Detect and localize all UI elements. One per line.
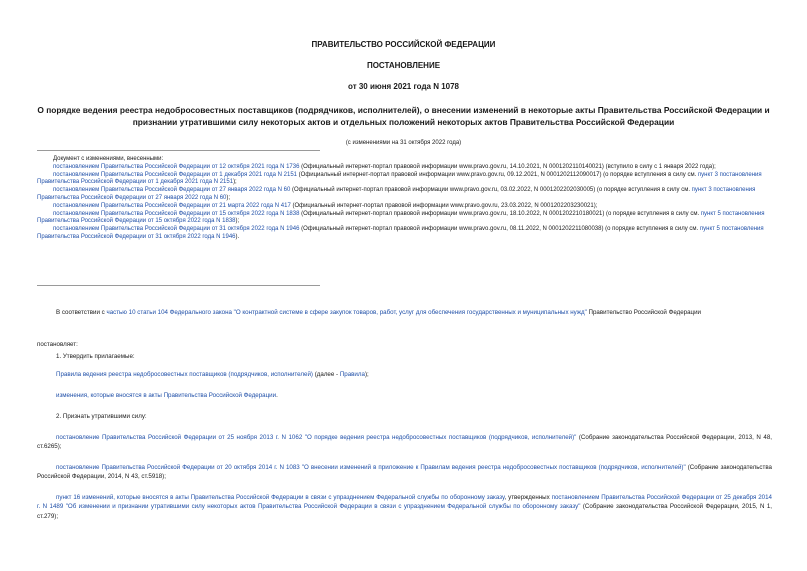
law-link[interactable]: частью 10 статьи 104 Федерального закона "О контрактной системе в сфере закупок товаров, работ, услуг для обеспечения государственных и муниципальных нужд" <box>106 309 587 316</box>
changes-list <box>37 156 772 242</box>
clause-1-amendments: изменения, которые вносятся в акты Правительства Российской Федерации. <box>56 392 278 399</box>
change-link[interactable]: постановлением Правительства Российской Федерации от 1 декабря 2021 года N 2151 <box>53 171 297 178</box>
clause-2-item: постановление Правительства Российской Федерации от 25 ноября 2013 г. N 1062 "О порядке ведения реестра недобросовестных поставщиков (подрядчиков, исполнителей)" (Собрание законодательства Российской Федерации, 2013, N 48, ст.6265); <box>37 434 772 451</box>
effective-link[interactable]: пункт 3 постановления Правительства Российской Федерации от 27 января 2022 года N 60 <box>37 187 756 201</box>
effective-link[interactable]: пункт 3 постановления Правительства Российской Федерации от 1 декабря 2021 года N 2151 <box>37 171 762 186</box>
clause-1-rules: Правила ведения реестра недобросовестных поставщиков (подрядчиков, исполнителей) (далее - Правила); <box>56 371 369 378</box>
clause-2-item: постановление Правительства Российской Федерации от 20 октября 2014 г. N 1083 "О внесении изменений в приложение к Правилам ведения реестра недобросовестных поставщиков (подрядчиков, исполнителей)" (Собрание законодательства Российской Федерации, 2014, N 43, ст.5918); <box>37 464 773 481</box>
rules-link[interactable]: Правила ведения реестра недобросовестных поставщиков (подрядчиков, исполнителей) <box>56 371 313 378</box>
change-link[interactable]: постановлением Правительства Российской Федерации от 27 января 2022 года N 60 <box>53 187 291 194</box>
change-link[interactable]: постановлением Правительства Российской Федерации от 31 октября 2022 года N 1946 <box>53 226 300 233</box>
document-type: ПОСТАНОВЛЕНИЕ <box>366 61 441 70</box>
amendments-link[interactable]: изменения, которые вносятся в акты Правительства Российской Федерации <box>56 392 277 399</box>
approving-decree-link[interactable]: постановлением Правительства Российской Федерации от 25 декабря 2014 г. N 1489 "Об изменении и признании утратившими силу некоторых актов Правительства Российской Федерации в связи с упразднением Федеральной службы по оборонному заказу" <box>37 494 772 511</box>
list-item: постановлением Правительства Российской Федерации от 21 марта 2022 года N 417 (Официальный интернет-портал правовой информации www.pravo.gov.ru, 23.03.2022, N 0001202203230021); <box>53 202 598 209</box>
preamble: В соответствии с частью 10 статьи 104 Федерального закона "О контрактной системе в сфере закупок товаров, работ, услуг для обеспечения государственных и муниципальных нужд" Правительство Российской Федерации <box>56 309 702 316</box>
rules-short-link[interactable]: Правила <box>339 371 365 378</box>
clause-2: 2. Признать утратившими силу: <box>56 413 147 420</box>
divider-bottom <box>37 285 320 286</box>
decrees-word: постановляет: <box>37 341 78 348</box>
change-link[interactable]: постановлением Правительства Российской Федерации от 15 октября 2022 года N 1838 <box>53 210 300 217</box>
repealed-link[interactable]: пункт 16 изменений, которые вносятся в акты Правительства Российской Федерации в связи с упразднением Федеральной службы по оборонному заказу <box>56 494 505 501</box>
clause-2-item: пункт 16 изменений, которые вносятся в акты Правительства Российской Федерации в связи с упразднением Федеральной службы по оборонному заказу, утвержденных постановлением Правительства Российской Федерации от 25 декабря 2014 г. N 1489 "Об изменении и признании утратившими силу некоторых актов Правительства Российской Федерации в связи с упразднением Федеральной службы по оборонному заказу" (Собрание законодательства Российской Федерации, 2015, N 1, ст.279); <box>37 494 772 520</box>
changes-intro: Документ с изменениями, внесенными: <box>53 156 164 162</box>
edition-note: (с изменениями на 31 октября 2022 года) <box>345 140 462 146</box>
change-link[interactable]: постановлением Правительства Российской Федерации от 12 октября 2021 года N 1736 <box>53 163 300 170</box>
clause-1: 1. Утвердить прилагаемые: <box>56 353 135 360</box>
list-item: постановлением Правительства Российской Федерации от 27 января 2022 года N 60 (Официальный интернет-портал правовой информации www.pravo.gov.ru, 03.02.2022, N 0001202202030005) (о порядке вступления в силу см. пункт 3 постановления Правительства Российской Федерации от 27 января 2022 года N 60); <box>37 187 756 201</box>
divider-top <box>37 150 320 151</box>
change-link[interactable]: постановлением Правительства Российской Федерации от 21 марта 2022 года N 417 <box>53 202 291 209</box>
government-heading: ПРАВИТЕЛЬСТВО РОССИЙСКОЙ ФЕДЕРАЦИИ <box>311 40 496 49</box>
effective-link[interactable]: пункт 5 постановления Правительства Российской Федерации от 15 октября 2022 года N 1838 <box>37 210 765 225</box>
list-item: постановлением Правительства Российской Федерации от 31 октября 2022 года N 1946 (Официальный интернет-портал правовой информации www.pravo.gov.ru, 08.11.2022, N 0001202211080038) (о порядке вступления в силу см. пункт 5 постановления Правительства Российской Федерации от 31 октября 2022 года N 1946). <box>37 226 764 240</box>
list-item: постановлением Правительства Российской Федерации от 1 декабря 2021 года N 2151 (Официальный интернет-портал правовой информации www.pravo.gov.ru, 09.12.2021, N 0001202112090017) (о порядке вступления в силу см. пункт 3 постановления Правительства Российской Федерации от 1 декабря 2021 года N 2151); <box>37 171 762 186</box>
list-item: постановлением Правительства Российской Федерации от 15 октября 2022 года N 1838 (Официальный интернет-портал правовой информации www.pravo.gov.ru, 18.10.2022, N 0001202210180021) (о порядке вступления в силу см. пункт 5 постановления Правительства Российской Федерации от 15 октября 2022 года N 1838); <box>37 210 765 225</box>
repealed-link[interactable]: постановление Правительства Российской Федерации от 25 ноября 2013 г. N 1062 "О порядке ведения реестра недобросовестных поставщиков (подрядчиков, исполнителей)" <box>56 434 577 441</box>
document-title: О порядке ведения реестра недобросовестных поставщиков (подрядчиков, исполнителей), о внесении изменений в некоторые акты Правительства Российской Федерации и признании утратившими силу некоторых актов и отдельных положений некоторых актов Правительства Российской Федерации <box>37 105 770 127</box>
effective-link[interactable]: пункт 5 постановления Правительства Российской Федерации от 31 октября 2022 года N 1946 <box>37 226 764 240</box>
list-item: постановлением Правительства Российской Федерации от 12 октября 2021 года N 1736 (Официальный интернет-портал правовой информации www.pravo.gov.ru, 14.10.2021, N 0001202110140021) (вступило в силу с 1 января 2022 года); <box>53 163 716 170</box>
date-number: от 30 июня 2021 года N 1078 <box>348 82 459 91</box>
repealed-link[interactable]: постановление Правительства Российской Федерации от 20 октября 2014 г. N 1083 "О внесении изменений в приложение к Правилам ведения реестра недобросовестных поставщиков (подрядчиков, исполнителей)" <box>56 464 686 471</box>
